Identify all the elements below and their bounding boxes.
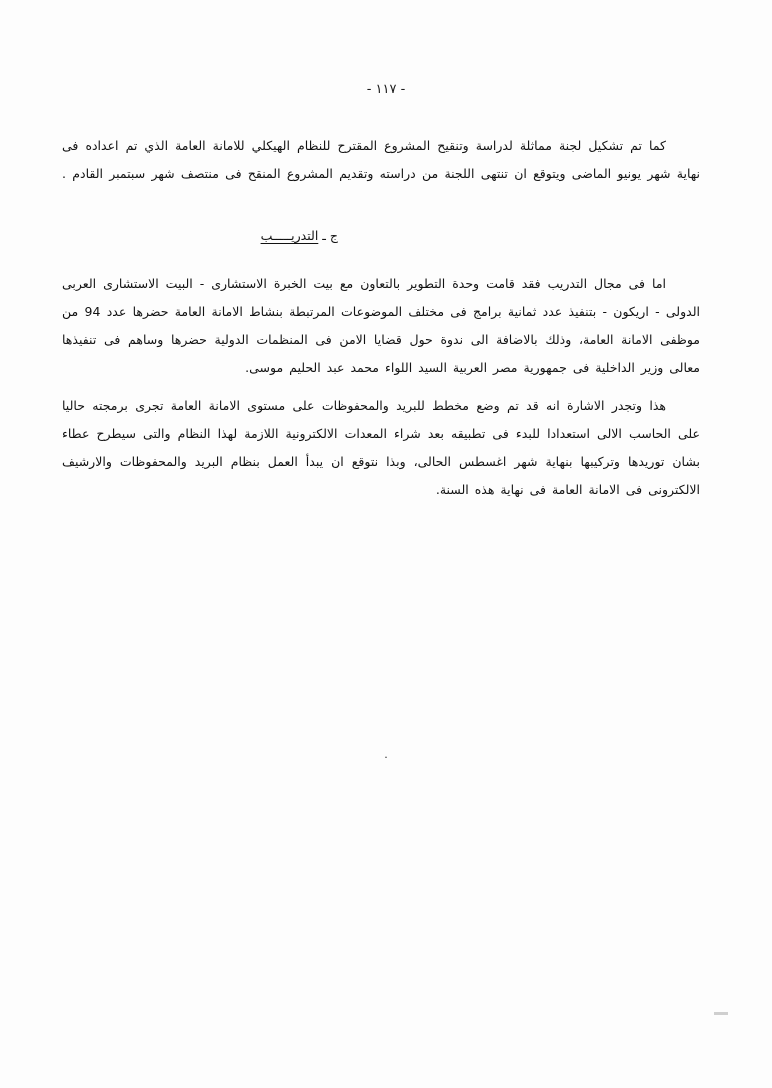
paragraph-mail-archive-system: هذا وتجدر الاشارة انه قد تم وضع مخطط للبريد والمحفوظات على مستوى الامانة العامة تجرى برمجته حاليا على الحاسب الالى استعدادا للبدء فى تطبيقه بعد شراء المعدات الالكترونية اللازمة لهذا النظام والتى سيطرح عطاء بشان توريدها وتركيبها بنهاية شهر اغسطس الحالى، وبذا نتوقع ان يبدأ العمل بنظام البريد والمحفوظات والارشيف الالكترونى فى الامانة العامة فى نهاية هذه السنة. (62, 398, 700, 497)
section-heading-training (62, 224, 700, 248)
spacer (62, 188, 700, 224)
page-content (62, 132, 700, 504)
paragraph-training-programs: اما فى مجال التدريب فقد قامت وحدة التطوير بالتعاون مع بيت الخبرة الاستشارى - البيت الاستشارى العربى الدولى - اريكون - بتنفيذ عدد ثمانية برامج فى مختلف الموضوعات المرتبطة بنشاط الامانة العامة حضرها عدد 94 من موظفى الامانة العامة، وذلك بالاضافة الى ندوة حول قضايا الامن فى المنظمات الدولية حضرها وساهم فى تنفيذها معالى وزير الداخلية فى جمهورية مصر العربية السيد اللواء محمد عبد الحليم موسى. (62, 276, 700, 375)
spacer (62, 248, 700, 270)
section-heading-label: التدريـــــب (260, 228, 319, 243)
center-dot-mark: . (384, 748, 388, 761)
spacer (62, 382, 700, 392)
page-number: - ١١٧ - (366, 82, 406, 97)
edge-mark (714, 1012, 728, 1015)
paragraph-committee: كما تم تشكيل لجنة مماثلة لدراسة وتنقيح المشروع المقترح للنظام الهيكلي للامانة العامة الذي تم اعداده فى نهاية شهر يونيو الماضى ويتوقع ان تنتهى اللجنة من دراسته وتقديم المشروع المنقح فى منتصف شهر سبتمبر القادم . (62, 138, 700, 181)
section-heading-prefix: ج ـ (322, 228, 338, 243)
